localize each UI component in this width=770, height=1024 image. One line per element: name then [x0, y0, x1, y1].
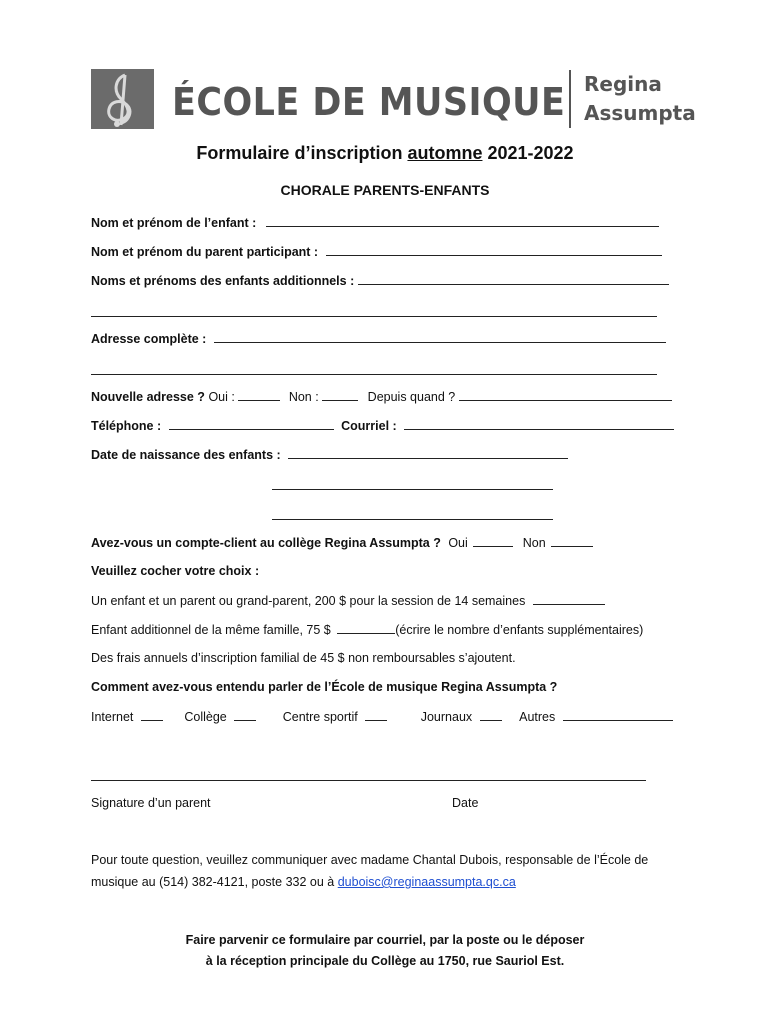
source-college-label: Collège — [184, 710, 227, 724]
heard-about-label: Comment avez-vous entendu parler de l’École de musique Regina Assumpta ? — [91, 680, 558, 694]
option2-row — [91, 622, 643, 637]
birthdates-label: Date de naissance des enfants : — [91, 448, 281, 462]
option1-label: Un enfant et un parent ou grand-parent, 200 $ pour la session de 14 semaines — [91, 594, 526, 608]
child-name-row — [91, 215, 659, 230]
signature-label: Signature d’un parent — [91, 796, 211, 810]
phone-label: Téléphone : — [91, 419, 162, 433]
new-address-yes-label: Oui : — [208, 390, 235, 404]
check-choice-label: Veuillez cocher votre choix : — [91, 564, 260, 578]
client-yes-label: Oui — [448, 536, 468, 550]
annual-fee-text: Des frais annuels d’inscription familial de 45 $ non remboursables s’ajoutent. — [91, 651, 516, 665]
source-internet-label: Internet — [91, 710, 134, 724]
additional-children-label: Noms et prénoms des enfants additionnels : — [91, 274, 355, 288]
birthdates-field-1[interactable] — [288, 447, 568, 459]
child-name-label: Nom et prénom de l’enfant : — [91, 216, 257, 230]
sources-row — [91, 709, 673, 724]
form-subtitle: CHORALE PARENTS-ENFANTS — [280, 182, 490, 198]
phone-field[interactable] — [169, 418, 334, 430]
birthdates-row — [91, 447, 568, 462]
logo-title: ÉCOLE DE MUSIQUE — [172, 80, 566, 124]
address-field[interactable] — [214, 331, 666, 343]
option2-label: Enfant additionnel de la même famille, 75 $ — [91, 623, 331, 637]
logo-name-line1: Regina — [584, 72, 662, 96]
source-sport-label: Centre sportif — [282, 710, 358, 724]
date-label: Date — [452, 796, 479, 810]
source-college-field[interactable] — [234, 709, 256, 721]
since-when-label: Depuis quand ? — [367, 390, 456, 404]
birthdates-field-2[interactable] — [272, 489, 553, 490]
address-label: Adresse complète : — [91, 332, 207, 346]
title-part-1: Formulaire d’inscription — [196, 143, 408, 163]
form-title — [0, 143, 770, 164]
option1-field[interactable] — [533, 593, 605, 605]
additional-children-row — [91, 273, 669, 288]
option1-row — [91, 593, 605, 608]
signature-line[interactable] — [91, 780, 646, 781]
source-newspaper-label: Journaux — [420, 710, 473, 724]
source-other-label: Autres — [519, 710, 556, 724]
client-no-field[interactable] — [551, 535, 593, 547]
client-account-label: Avez-vous un compte-client au collège Regina Assumpta ? — [91, 536, 441, 550]
source-sport-field[interactable] — [365, 709, 387, 721]
phone-email-row — [91, 418, 674, 433]
birthdates-field-3[interactable] — [272, 519, 553, 520]
logo-separator — [569, 70, 571, 128]
treble-clef-icon — [91, 69, 154, 129]
new-address-no-label: Non : — [288, 390, 319, 404]
contact-email-link[interactable]: duboisc@reginaassumpta.qc.ca — [337, 875, 516, 889]
since-when-field[interactable] — [459, 389, 672, 401]
new-address-label: Nouvelle adresse ? — [91, 390, 205, 404]
parent-name-row — [91, 244, 662, 259]
client-no-label: Non — [522, 536, 546, 550]
title-part-2: 2021-2022 — [482, 143, 574, 163]
new-address-yes-field[interactable] — [238, 389, 280, 401]
additional-children-field-line2[interactable] — [91, 316, 657, 317]
option2-note: (écrire le nombre d’enfants supplémentaires) — [395, 623, 644, 637]
address-field-line2[interactable] — [91, 374, 657, 375]
child-name-field[interactable] — [266, 215, 659, 227]
address-row — [91, 331, 666, 346]
footer-line-2: à la réception principale du Collège au 1750, rue Sauriol Est. — [205, 954, 565, 968]
source-internet-field[interactable] — [141, 709, 163, 721]
source-newspaper-field[interactable] — [480, 709, 502, 721]
parent-name-label: Nom et prénom du parent participant : — [91, 245, 319, 259]
client-yes-field[interactable] — [473, 535, 513, 547]
email-label: Courriel : — [341, 419, 397, 433]
source-other-field[interactable] — [563, 709, 673, 721]
new-address-row — [91, 389, 672, 404]
client-account-row — [91, 535, 593, 550]
contact-phone-text: musique au (514) 382-4121, poste 332 ou à — [91, 875, 338, 889]
option2-field[interactable] — [337, 622, 395, 634]
parent-name-field[interactable] — [326, 244, 662, 256]
email-field[interactable] — [404, 418, 674, 430]
title-underlined: automne — [407, 143, 483, 163]
additional-children-field[interactable] — [358, 273, 669, 285]
contact-line-1: Pour toute question, veuillez communiquer avec madame Chantal Dubois, responsable de l’École de — [91, 853, 649, 867]
logo-name-line2: Assumpta — [584, 101, 696, 125]
footer-line-1: Faire parvenir ce formulaire par courriel, par la poste ou le déposer — [185, 933, 585, 947]
contact-line-2 — [91, 875, 516, 889]
logo-icon-box — [91, 69, 154, 129]
new-address-no-field[interactable] — [322, 389, 358, 401]
